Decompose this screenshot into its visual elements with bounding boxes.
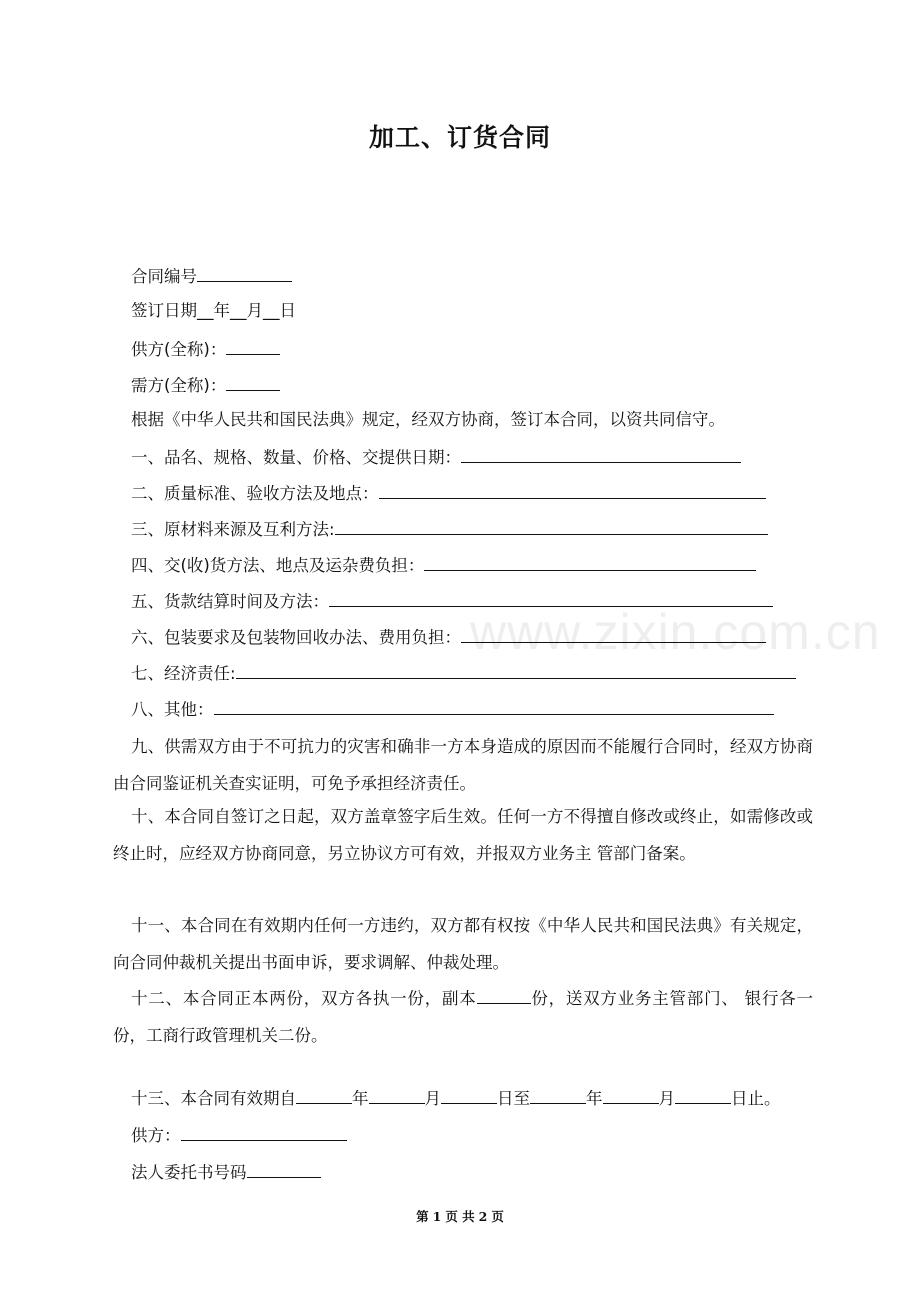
clause-13-year-1: 年 [352, 1089, 369, 1108]
clause-13-blank-5 [603, 1087, 659, 1104]
clause-13-day-1: 日至 [497, 1089, 530, 1108]
clause-9: 九、供需双方由于不可抗力的灾害和确非一方本身造成的原因而不能履行合同时，经双方协商由合同鉴证机关查实证明，可免予承担经济责任。 [113, 737, 813, 793]
clause-6-text: 六、包装要求及包装物回收办法、费用负担： [131, 628, 461, 647]
clause-3-blank [335, 518, 768, 535]
footer-page-total: 2 [478, 1209, 488, 1224]
clause-10: 十、本合同自签订之日起，双方盖章签字后生效。任何一方不得擅自修改或终止，如需修改或终止时，应经双方协商同意，另立协议方可有效，并报双方业务主 管部门备案。 [113, 807, 813, 863]
proxy-number-label: 法人委托书号码 [131, 1163, 247, 1182]
buyer-full-name-line [131, 374, 280, 397]
clause-13-month-2: 月 [658, 1089, 675, 1108]
clause-13-prefix: 十三、本合同有效期自 [131, 1089, 296, 1108]
buyer-full-name-blank [226, 374, 280, 391]
clause-5-text: 五、货款结算时间及方法： [131, 592, 329, 611]
clause-13-day-2: 日止。 [731, 1089, 781, 1108]
clause-7-text: 七、经济责任: [131, 664, 236, 683]
clause-4 [131, 554, 756, 577]
clause-1 [131, 446, 741, 469]
supplier-sign-label: 供方： [131, 1126, 181, 1145]
intro-line: 根据《中华人民共和国民法典》规定，经双方协商，签订本合同，以资共同信守。 [131, 410, 725, 429]
page-footer [0, 1207, 920, 1225]
watermark: www.zixin.com.cn [470, 604, 881, 660]
clause-13-month-1: 月 [424, 1089, 441, 1108]
contract-number-line [131, 265, 292, 288]
supplier-sign-line [131, 1124, 347, 1147]
clause-2-text: 二、质量标准、验收方法及地点： [131, 484, 379, 503]
clause-12-copies-blank [477, 987, 531, 1004]
proxy-number-line [131, 1161, 321, 1184]
clause-4-blank [424, 554, 756, 571]
buyer-full-name-label: 需方(全称)： [131, 376, 227, 395]
clause-12-text-a: 十二、本合同正本两份，双方各执一份，副本 [131, 989, 477, 1008]
clause-6 [131, 626, 766, 649]
clause-13-blank-4 [530, 1087, 586, 1104]
footer-label-pre: 第 [416, 1209, 429, 1224]
clause-8-text: 八、其他： [131, 700, 214, 719]
footer-label-mid: 页 共 [445, 1209, 475, 1224]
clause-2-blank [379, 482, 766, 499]
clause-8-blank [214, 698, 774, 715]
contract-number-blank [197, 265, 292, 282]
clause-13-blank-6 [675, 1087, 731, 1104]
clause-13-blank-3 [441, 1087, 497, 1104]
clause-2 [131, 482, 766, 505]
clause-8 [131, 698, 774, 721]
footer-label-post: 页 [491, 1209, 504, 1224]
footer-page-current: 1 [432, 1209, 442, 1224]
clause-4-text: 四、交(收)货方法、地点及运杂费负担： [131, 556, 425, 575]
clause-13-year-2: 年 [586, 1089, 603, 1108]
clause-13-blank-1 [296, 1087, 352, 1104]
document-title: 加工、订货合同 [368, 123, 551, 152]
proxy-number-blank [247, 1161, 321, 1178]
clause-5-blank [329, 590, 773, 607]
supplier-full-name-label: 供方(全称)： [131, 340, 227, 359]
clause-11: 十一、本合同在有效期内任何一方违约，双方都有权按《中华人民共和国民法典》有关规定，向合同仲裁机关提出书面申诉，要求调解、仲裁处理。 [113, 916, 813, 972]
clause-7-blank [236, 662, 796, 679]
clause-5 [131, 590, 773, 613]
clause-12 [113, 980, 813, 1054]
clause-7 [131, 662, 796, 685]
supplier-full-name-blank [226, 338, 280, 355]
clause-1-blank [461, 446, 741, 463]
clause-1-text: 一、品名、规格、数量、价格、交提供日期： [131, 448, 461, 467]
clause-6-blank [461, 626, 766, 643]
supplier-sign-blank [181, 1124, 347, 1141]
contract-number-label: 合同编号 [131, 267, 197, 286]
clause-13-blank-2 [369, 1087, 425, 1104]
clause-3 [131, 518, 768, 541]
clause-12-text-b: 份，送双方业务主管部门、 银行各一份，工商行政管理机关二份。 [113, 989, 814, 1045]
sign-date-line: 签订日期__年__月__日 [131, 301, 296, 320]
supplier-full-name-line [131, 338, 280, 361]
clause-3-text: 三、原材料来源及互利方法: [131, 520, 335, 539]
clause-13 [131, 1087, 781, 1110]
